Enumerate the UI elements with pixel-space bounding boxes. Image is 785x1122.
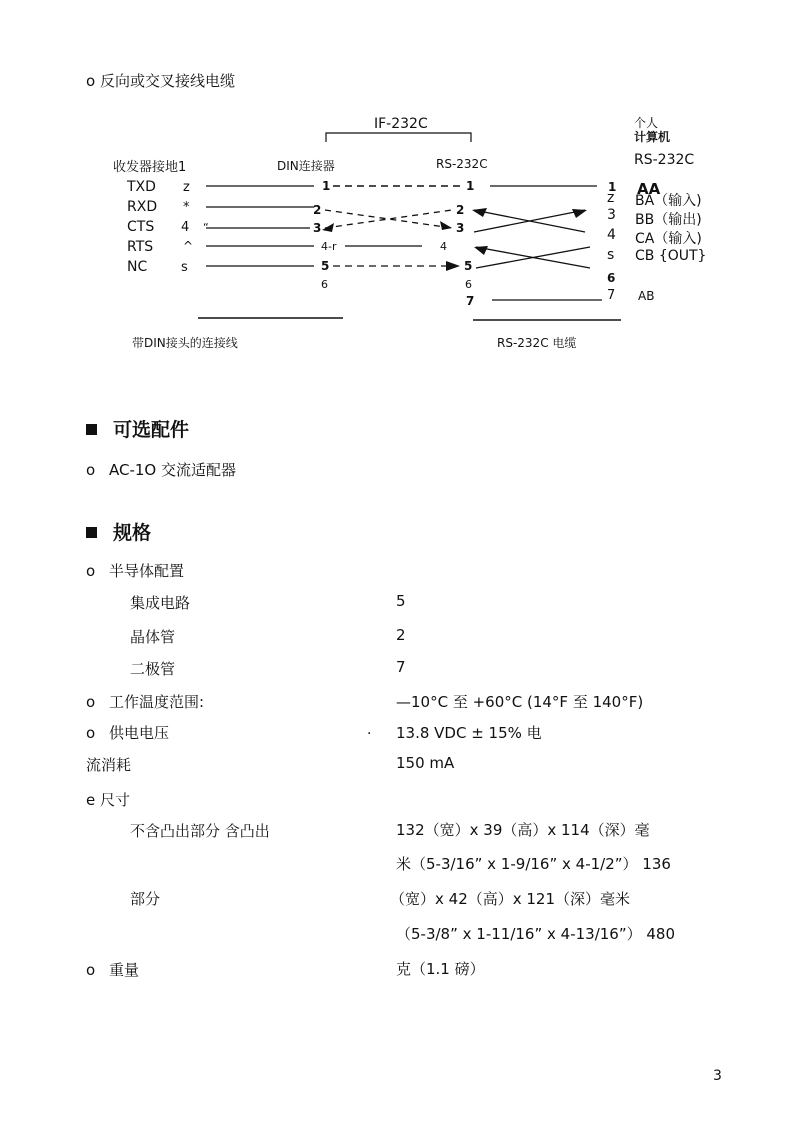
signal-code: s — [181, 260, 188, 275]
square-bullet-icon — [86, 424, 97, 435]
din-pin: 1 — [322, 179, 331, 193]
din-cable-label: 带DIN接头的连接线 — [132, 336, 238, 350]
signal-name: RXD — [127, 199, 158, 215]
pc-pin: z — [607, 190, 615, 206]
pc-label: 个人 — [634, 116, 659, 130]
pc-label-2: 计算机 — [634, 130, 671, 144]
spec-value: （5-3/8” x 1-11/16” x 4-13/16”） 480 — [396, 925, 676, 943]
spec-label: 流消耗 — [86, 756, 132, 774]
spec-value: 2 — [396, 626, 406, 644]
signal-code: 4 — [181, 220, 190, 235]
din-pin: 3 — [313, 221, 322, 235]
rs-pin: 4 — [440, 240, 447, 253]
spec-weight: o 重量 — [86, 961, 140, 979]
rs232c-header: RS-232C — [436, 157, 488, 171]
if-label: IF-232C — [374, 116, 428, 132]
pc-signal: AA — [637, 180, 661, 198]
spec-label: 集成电路 — [130, 594, 191, 612]
rs-pin: 3 — [456, 221, 465, 235]
signal-name: RTS — [127, 239, 154, 255]
voltage-dot: . — [367, 722, 372, 738]
spec-temp: o 工作温度范围: — [86, 693, 205, 711]
signal-name: NC — [127, 259, 148, 275]
signal-code: * — [183, 200, 190, 215]
pc-pin: 3 — [607, 207, 616, 223]
din-header: DIN连接器 — [277, 159, 335, 173]
arrow-to-din3 — [322, 223, 334, 232]
din-pin: 4-r — [321, 240, 337, 253]
arrow-to-rs5 — [446, 261, 460, 271]
signal-name: CTS — [127, 219, 155, 235]
pc-signal: CB {OUT} — [635, 248, 707, 264]
pc-signal: BB（输出) — [635, 212, 702, 228]
accessories-heading: 可选配件 — [86, 415, 189, 442]
din-pin: 5 — [321, 259, 330, 273]
rs-pin: 2 — [456, 203, 465, 217]
din-pin: 6 — [321, 278, 328, 291]
cts-mark: “ — [203, 221, 209, 234]
spec-value: —10°C 至 +60°C (14°F 至 140°F) — [396, 693, 644, 711]
spec-value: 13.8 VDC ± 15% 电 — [396, 724, 542, 742]
signal-code: z — [183, 180, 190, 195]
pc-pin: 1 — [608, 180, 617, 194]
square-bullet-icon — [86, 527, 97, 538]
spec-value: 克（1.1 磅） — [396, 960, 485, 978]
pc-signal-ab: AB — [638, 289, 655, 303]
signal-name: TXD — [127, 179, 156, 195]
receiver-header: 收发器接地1 — [113, 160, 187, 175]
dash-2-3 — [325, 210, 452, 228]
spec-value: 米（5-3/16” x 1-9/16” x 4-1/2”） 136 — [396, 855, 671, 873]
arrow-pc2 — [572, 209, 587, 218]
signal-code: ^ — [183, 239, 194, 253]
arrow-rs4 — [474, 246, 488, 255]
pc-pin: 6 — [607, 271, 616, 285]
pc-signal: BA（输入) — [635, 193, 702, 209]
if-bracket — [326, 133, 471, 142]
arrow-to-rs3 — [440, 221, 452, 230]
spec-value: 7 — [396, 658, 406, 676]
rs-pin: 6 — [465, 278, 472, 291]
spec-label: 晶体管 — [130, 628, 176, 646]
spec-label: 二极管 — [130, 660, 176, 678]
specs-heading: 规格 — [86, 518, 151, 545]
spec-voltage: o 供电电压 — [86, 724, 170, 742]
spec-value: 132（宽）x 39（高）x 114（深）毫 — [396, 821, 650, 839]
spec-size: e 尺寸 — [86, 791, 130, 809]
pc-signal: CA（输入) — [635, 231, 702, 247]
dash-3-2 — [325, 210, 452, 228]
rs-pin: 1 — [466, 179, 475, 193]
arrow-rs2 — [472, 208, 487, 217]
spec-label: 不含凸出部分 含凸出 — [130, 822, 270, 840]
spec-value: 150 mA — [396, 754, 455, 772]
rs-cable-label: RS-232C 电缆 — [497, 336, 577, 350]
spec-value: （宽）x 42（高）x 121（深）毫米 — [390, 890, 631, 908]
rs-pin: 7 — [466, 294, 475, 308]
din-pin: 2 — [313, 203, 322, 217]
spec-label: 部分 — [130, 890, 161, 908]
spec-value: 5 — [396, 592, 406, 610]
pc-pin: 7 — [607, 288, 616, 303]
pc-pin: s — [607, 247, 615, 263]
pc-rs232c-label: RS-232C — [634, 152, 695, 168]
spec-semiconductor: o 半导体配置 — [86, 562, 185, 580]
wiring-title: o 反向或交叉接线电缆 — [86, 72, 235, 90]
accessory-item: o AC-1O 交流适配器 — [86, 461, 237, 479]
pc-pin: 4 — [607, 227, 616, 243]
page-number: 3 — [713, 1068, 722, 1084]
rs-pin: 5 — [464, 259, 473, 273]
